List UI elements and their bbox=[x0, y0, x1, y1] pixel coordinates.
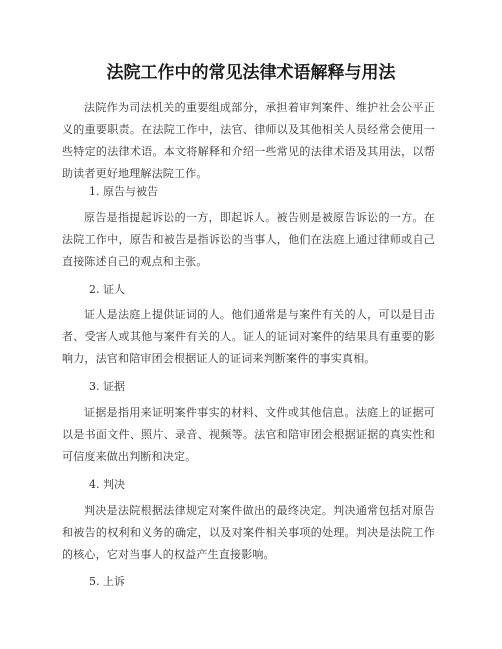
section-heading-3: 3. 证据 bbox=[89, 380, 125, 393]
intro-paragraph: 法院作为司法机关的重要组成部分，承担着审判案件、维护社会公平正义的重要职责。在法院工作中，法官、律师以及其他相关人员经常会使用一些特定的法律术语。本文将解释和介绍一些常见的法律术语及其用法，以帮助读者更好地理解法院工作。 bbox=[62, 101, 435, 180]
section-paragraph-2: 证人是法庭上提供证词的人。他们通常是与案件有关的人，可以是目击者、受害人或其他与案件有关的人。证人的证词对案件的结果具有重要的影响力，法官和陪审团会根据证人的证词来判断案件的事实真相。 bbox=[62, 308, 435, 365]
section-paragraph-1: 原告是指提起诉讼的一方，即起诉人。被告则是被原告诉讼的一方。在法院工作中，原告和被告是指诉讼的当事人，他们在法庭上通过律师或自己直接陈述自己的观点和主张。 bbox=[62, 211, 435, 268]
document-title: 法院工作中的常见法律术语解释与用法 bbox=[106, 63, 396, 83]
section-paragraph-4: 判决是法院根据法律规定对案件做出的最终决定。判决通常包括对原告和被告的权利和义务的确定，以及对案件相关事项的处理。判决是法院工作的核心，它对当事人的权益产生直接影响。 bbox=[62, 504, 435, 561]
section-heading-2: 2. 证人 bbox=[89, 283, 125, 296]
section-heading-1: 1. 原告与被告 bbox=[89, 185, 158, 198]
section-paragraph-3: 证据是指用来证明案件事实的材料、文件或其他信息。法庭上的证据可以是书面文件、照片、录音、视频等。法官和陪审团会根据证据的真实性和可信度来做出判断和决定。 bbox=[62, 406, 435, 463]
section-heading-4: 4. 判决 bbox=[89, 478, 125, 491]
section-heading-5: 5. 上诉 bbox=[89, 575, 125, 588]
